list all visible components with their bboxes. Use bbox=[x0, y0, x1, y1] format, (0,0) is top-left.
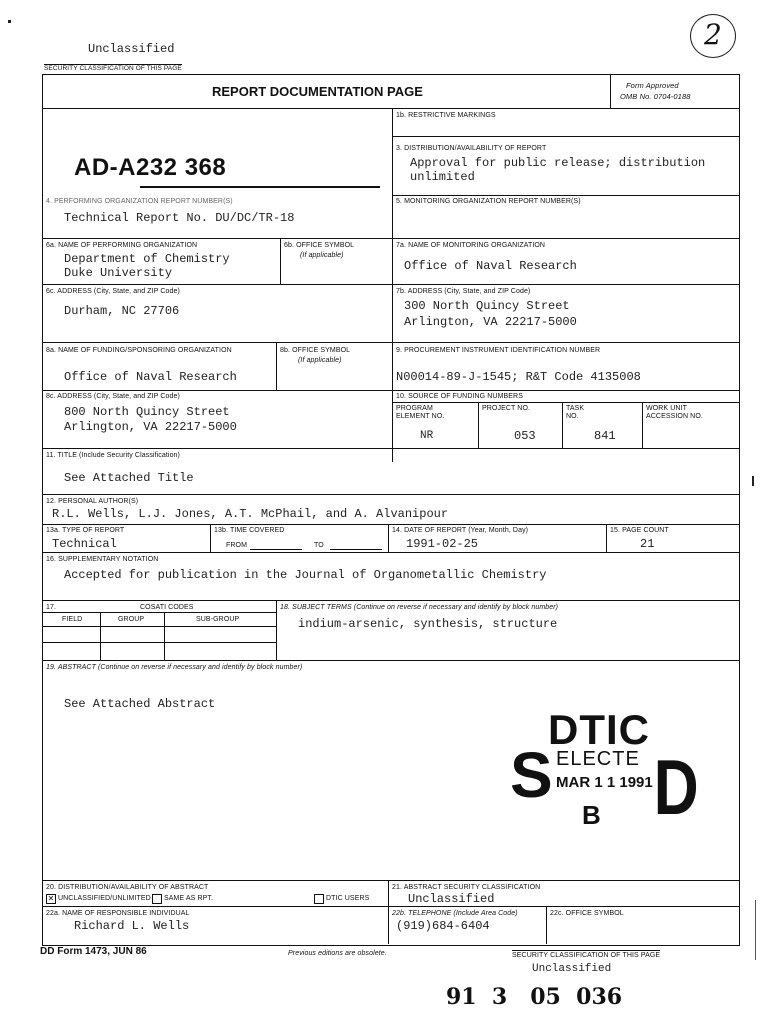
f6a-value-1: Department of Chemistry bbox=[64, 252, 230, 266]
program-value: NR bbox=[420, 430, 434, 442]
f22b-label: 22b. TELEPHONE (Include Area Code) bbox=[392, 910, 518, 917]
f4-label: 4. PERFORMING ORGANIZATION REPORT NUMBER(S) bbox=[46, 198, 233, 205]
top-classification: Unclassified bbox=[88, 42, 175, 56]
task-value: 841 bbox=[594, 429, 616, 443]
project-label: PROJECT NO. bbox=[482, 405, 531, 412]
form-title: REPORT DOCUMENTATION PAGE bbox=[212, 84, 423, 99]
f22a-value: Richard L. Wells bbox=[74, 919, 190, 933]
f7b-label: 7b. ADDRESS (City, State, and ZIP Code) bbox=[396, 288, 531, 295]
f14-label: 14. DATE OF REPORT (Year, Month, Day) bbox=[392, 527, 529, 534]
f20-opt1: UNCLASSIFIED/UNLIMITED bbox=[58, 895, 151, 902]
checkbox-dtic-users[interactable] bbox=[314, 894, 324, 904]
f16-value: Accepted for publication in the Journal of Organometallic Chemistry bbox=[64, 568, 547, 582]
f8b-label: 8b. OFFICE SYMBOL bbox=[280, 347, 351, 354]
omb-number: OMB No. 0704-0188 bbox=[620, 92, 691, 101]
stamp-d: D bbox=[653, 743, 699, 831]
footer-security: SECURITY CLASSIFICATION OF THIS PAGE bbox=[512, 952, 661, 959]
f7b-value-2: Arlington, VA 22217-5000 bbox=[404, 315, 577, 329]
cosati-label: COSATI CODES bbox=[140, 604, 194, 611]
f6c-value: Durham, NC 27706 bbox=[64, 304, 180, 318]
f8c-label: 8c. ADDRESS (City, State, and ZIP Code) bbox=[46, 393, 180, 400]
f11-label: 11. TITLE (Include Security Classification) bbox=[46, 452, 180, 459]
f18-value: indium-arsenic, synthesis, structure bbox=[298, 617, 558, 631]
f3-label: 3. DISTRIBUTION/AVAILABILITY OF REPORT bbox=[396, 145, 547, 152]
f21-value: Unclassified bbox=[408, 892, 495, 906]
f11-value: See Attached Title bbox=[64, 471, 194, 485]
f7a-value: Office of Naval Research bbox=[404, 259, 577, 273]
subgroup-col-label: SUB-GROUP bbox=[196, 616, 240, 623]
f18-label: 18. SUBJECT TERMS (Continue on reverse if necessary and identify by block number) bbox=[280, 604, 559, 611]
stamp-date: MAR 1 1 1991 bbox=[556, 774, 653, 791]
to-label: TO bbox=[314, 542, 324, 549]
work-unit-label: WORK UNIT ACCESSION NO. bbox=[646, 405, 703, 421]
project-value: 053 bbox=[514, 429, 536, 443]
f14-value: 1991-02-25 bbox=[406, 537, 479, 551]
f8a-value: Office of Naval Research bbox=[64, 370, 237, 384]
f16-label: 16. SUPPLEMENTARY NOTATION bbox=[46, 556, 159, 563]
f8b-sub: (If applicable) bbox=[298, 357, 342, 364]
stamp-s: S bbox=[510, 739, 553, 811]
f22c-label: 22c. OFFICE SYMBOL bbox=[550, 910, 624, 917]
f7a-label: 7a. NAME OF MONITORING ORGANIZATION bbox=[396, 242, 546, 249]
f10-label: 10. SOURCE OF FUNDING NUMBERS bbox=[396, 393, 523, 400]
f6a-value-2: Duke University bbox=[64, 266, 173, 280]
f8a-label: 8a. NAME OF FUNDING/SPONSORING ORGANIZATION bbox=[46, 347, 232, 354]
f12-value: R.L. Wells, L.J. Jones, A.T. McPhail, and A. Alvanipour bbox=[52, 507, 449, 521]
group-col-label: GROUP bbox=[118, 616, 145, 623]
from-label: FROM bbox=[226, 542, 248, 549]
f20-opt3: DTIC USERS bbox=[326, 895, 370, 902]
f20-opt2: SAME AS RPT. bbox=[164, 895, 214, 902]
f9-value: N00014-89-J-1545; R&T Code 4135008 bbox=[396, 370, 641, 384]
accession-number: AD-A232 368 bbox=[74, 154, 227, 181]
top-dot bbox=[8, 20, 11, 23]
f4-value: Technical Report No. DU/DC/TR-18 bbox=[64, 211, 295, 225]
f17-label: 17. bbox=[46, 604, 57, 611]
f12-label: 12. PERSONAL AUTHOR(S) bbox=[46, 498, 139, 505]
f9-label: 9. PROCUREMENT INSTRUMENT IDENTIFICATION NUMBER bbox=[396, 347, 601, 354]
footer-form: DD Form 1473, JUN 86 bbox=[40, 946, 147, 957]
task-label: TASK NO. bbox=[566, 405, 585, 421]
f21-label: 21. ABSTRACT SECURITY CLASSIFICATION bbox=[392, 884, 541, 891]
f19-label: 19. ABSTRACT (Continue on reverse if necessary and identify by block number) bbox=[46, 664, 303, 671]
f19-value: See Attached Abstract bbox=[64, 697, 216, 711]
f13a-label: 13a. TYPE OF REPORT bbox=[46, 527, 125, 534]
footer-number: 91 3 05 036 bbox=[446, 984, 623, 1010]
f8c-value-2: Arlington, VA 22217-5000 bbox=[64, 420, 237, 434]
form-approved: Form Approved bbox=[626, 81, 679, 90]
field-col-label: FIELD bbox=[62, 616, 83, 623]
f20-label: 20. DISTRIBUTION/AVAILABILITY OF ABSTRACT bbox=[46, 884, 209, 891]
f22b-value: (919)684-6404 bbox=[396, 919, 490, 933]
right-edge-mark bbox=[752, 476, 760, 486]
f15-label: 15. PAGE COUNT bbox=[610, 527, 669, 534]
checkbox-same-as-rpt[interactable] bbox=[152, 894, 162, 904]
checkbox-unclassified[interactable]: ✕ bbox=[47, 894, 55, 903]
f7b-value-1: 300 North Quincy Street bbox=[404, 299, 570, 313]
circled-number-text: 2 bbox=[704, 18, 722, 51]
f22a-label: 22a. NAME OF RESPONSIBLE INDIVIDUAL bbox=[46, 910, 190, 917]
program-label: PROGRAM ELEMENT NO. bbox=[396, 405, 445, 421]
f6b-sub: (If applicable) bbox=[300, 252, 344, 259]
f6b-label: 6b. OFFICE SYMBOL bbox=[284, 242, 355, 249]
footer-classification: Unclassified bbox=[532, 963, 612, 975]
f1b-label: 1b. RESTRICTIVE MARKINGS bbox=[396, 112, 496, 119]
f8c-value-1: 800 North Quincy Street bbox=[64, 405, 230, 419]
f13a-value: Technical bbox=[52, 537, 117, 551]
f13b-label: 13b. TIME COVERED bbox=[214, 527, 285, 534]
stamp-elected: ELECTE bbox=[556, 748, 640, 770]
f5-label: 5. MONITORING ORGANIZATION REPORT NUMBER(S) bbox=[396, 198, 581, 205]
stamp-dtic: DTIC bbox=[548, 706, 650, 753]
f15-value: 21 bbox=[640, 537, 655, 551]
f6a-label: 6a. NAME OF PERFORMING ORGANIZATION bbox=[46, 242, 198, 249]
footer-previous: Previous editions are obsolete. bbox=[288, 950, 387, 957]
f6c-label: 6c. ADDRESS (City, State, and ZIP Code) bbox=[46, 288, 180, 295]
stamp-b: B bbox=[582, 800, 601, 830]
f3-value: Approval for public release; distribution unlimited bbox=[410, 156, 706, 184]
top-security-label: SECURITY CLASSIFICATION OF THIS PAGE bbox=[44, 65, 182, 72]
